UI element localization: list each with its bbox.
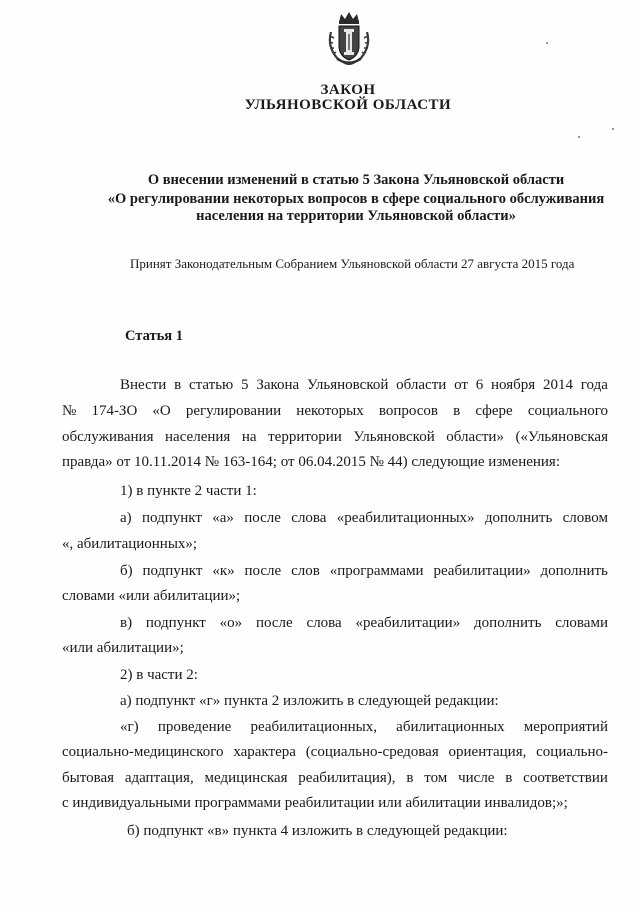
body-word: 2014 bbox=[542, 377, 573, 393]
body-word: населения bbox=[165, 429, 231, 445]
body-line bbox=[62, 744, 608, 761]
body-word: «а» bbox=[212, 510, 234, 526]
body-word: словами bbox=[555, 615, 608, 631]
body-line: а) подпункт «г» пункта 2 изложить в следующей редакции: bbox=[120, 693, 499, 709]
body-word: Ульяновской bbox=[353, 429, 435, 445]
body-line bbox=[120, 563, 608, 580]
law-word: ЗАКОН bbox=[320, 82, 376, 98]
body-line bbox=[62, 770, 608, 787]
body-word: от bbox=[454, 377, 468, 393]
body-word: на bbox=[241, 429, 257, 445]
body-word: подпункт bbox=[142, 563, 203, 579]
body-word: социально- bbox=[536, 744, 608, 760]
body-word: подпункт bbox=[141, 510, 202, 526]
body-word: том bbox=[424, 770, 448, 786]
body-word: реабилитации» bbox=[433, 563, 531, 579]
body-word: реабилитация), bbox=[298, 770, 396, 786]
body-word: числе bbox=[458, 770, 495, 786]
body-word: в bbox=[174, 377, 182, 393]
body-word: области bbox=[396, 377, 447, 393]
body-word: («Ульяновская bbox=[515, 429, 608, 445]
body-word: б) bbox=[120, 563, 133, 579]
body-line bbox=[120, 719, 608, 736]
body-line: «или абилитации»; bbox=[62, 640, 184, 656]
body-word: слова bbox=[306, 615, 342, 631]
body-word: в bbox=[505, 770, 513, 786]
body-word: после bbox=[244, 563, 282, 579]
body-line bbox=[120, 377, 608, 394]
coat-of-arms-emblem bbox=[325, 10, 373, 66]
body-word: «реабилитации» bbox=[355, 615, 461, 631]
body-word: области» bbox=[446, 429, 504, 445]
body-word: регулировании bbox=[185, 403, 282, 419]
body-word: бытовая bbox=[62, 770, 115, 786]
body-word: № bbox=[62, 403, 77, 419]
body-word: в bbox=[453, 403, 461, 419]
scan-speck bbox=[578, 136, 580, 138]
body-word: 174-ЗО bbox=[91, 403, 138, 419]
body-word: «к» bbox=[212, 563, 235, 579]
body-word: социально-медицинского bbox=[62, 744, 224, 760]
body-word: «о» bbox=[219, 615, 243, 631]
body-word: словом bbox=[562, 510, 608, 526]
body-word: подпункт bbox=[145, 615, 206, 631]
body-line bbox=[120, 615, 608, 632]
body-line: 2) в части 2: bbox=[120, 667, 198, 683]
body-line: б) подпункт «в» пункта 4 изложить в следующей редакции: bbox=[127, 823, 508, 839]
body-word: проведение bbox=[157, 719, 232, 735]
body-line: с индивидуальными программами реабилитации или абилитации инвалидов;»; bbox=[62, 795, 568, 811]
body-word: статью bbox=[188, 377, 234, 393]
body-word: «реабилитационных» bbox=[336, 510, 475, 526]
body-word: Внести bbox=[120, 377, 167, 393]
body-word: дополнить bbox=[540, 563, 608, 579]
body-word: обслуживания bbox=[62, 429, 154, 445]
body-word: «О bbox=[152, 403, 171, 419]
body-word: Ульяновской bbox=[306, 377, 389, 393]
body-word: «программами bbox=[329, 563, 424, 579]
body-word: слов bbox=[291, 563, 320, 579]
body-word: адаптация, bbox=[124, 770, 194, 786]
body-line: правда» от 10.11.2014 № 163-164; от 06.04.2015 № 44) следующие изменения: bbox=[62, 454, 560, 470]
body-word: медицинская bbox=[204, 770, 288, 786]
body-word: в) bbox=[120, 615, 133, 631]
body-word: а) bbox=[120, 510, 132, 526]
body-line: «, абилитационных»; bbox=[62, 536, 198, 552]
body-word: слова bbox=[291, 510, 327, 526]
body-line bbox=[62, 403, 608, 420]
body-line bbox=[62, 429, 608, 446]
body-word: после bbox=[256, 615, 293, 631]
body-word: социального bbox=[527, 403, 608, 419]
law-subject-line: О внесении изменений в статью 5 Закона Ульяновской области bbox=[147, 172, 565, 188]
adoption-note: Принят Законодательным Собранием Ульяновской области 27 августа 2015 года bbox=[130, 256, 575, 271]
body-word: ноября bbox=[491, 377, 536, 393]
body-line bbox=[120, 510, 608, 527]
body-line: 1) в пункте 2 части 1: bbox=[120, 483, 257, 499]
body-word: Закона bbox=[256, 377, 300, 393]
body-word: абилитационных bbox=[396, 719, 505, 735]
body-word: года bbox=[580, 377, 608, 393]
body-word: мероприятий bbox=[523, 719, 608, 735]
body-word: (социально-средовая bbox=[305, 744, 439, 760]
region-title: УЛЬЯНОВСКОЙ ОБЛАСТИ bbox=[244, 97, 452, 113]
body-word: сфере bbox=[475, 403, 513, 419]
body-word: территории bbox=[268, 429, 342, 445]
body-word: 5 bbox=[241, 377, 249, 393]
body-word: ориентация, bbox=[448, 744, 527, 760]
article-heading: Статья 1 bbox=[125, 328, 183, 344]
scan-speck bbox=[546, 42, 548, 44]
scan-speck bbox=[612, 128, 614, 130]
body-word: дополнить bbox=[474, 615, 542, 631]
law-subject-line: «О регулировании некоторых вопросов в сфере социального обслуживания bbox=[107, 191, 605, 207]
body-word: соответствии bbox=[523, 770, 608, 786]
body-word: «г) bbox=[120, 719, 139, 735]
body-word: 6 bbox=[475, 377, 484, 393]
body-line: словами «или абилитации»; bbox=[62, 588, 241, 604]
body-word: вопросов bbox=[378, 403, 438, 419]
body-word: реабилитационных, bbox=[250, 719, 377, 735]
law-subject-line: населения на территории Ульяновской области» bbox=[196, 208, 516, 224]
body-word: дополнить bbox=[484, 510, 553, 526]
body-word: в bbox=[406, 770, 414, 786]
body-word: после bbox=[244, 510, 281, 526]
body-word: некоторых bbox=[296, 403, 364, 419]
body-word: характера bbox=[233, 744, 296, 760]
